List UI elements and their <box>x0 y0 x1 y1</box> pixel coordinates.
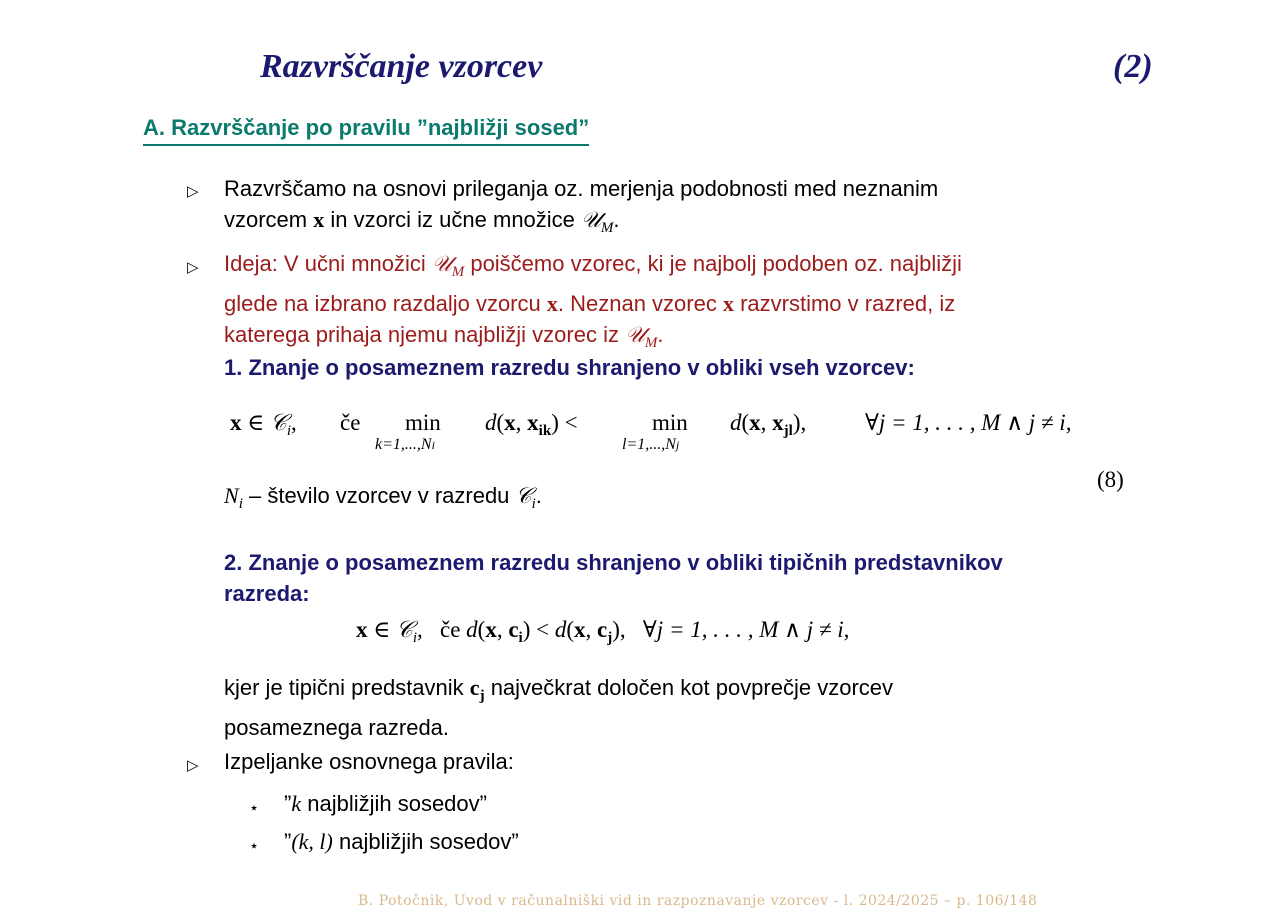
min-limit-2: l=1,...,Nj <box>622 436 680 453</box>
footer: B. Potočnik, Uvod v računalniški vid in razpoznavanje vzorcev - l. 2024/2025 – p. 106/148 <box>358 893 1038 909</box>
min-limit-1: k=1,...,Ni <box>375 436 435 453</box>
subitem-k-neighbors: ”k najbližjih sosedov” <box>284 791 487 816</box>
subitem-kl-neighbors: ”(k, l) najbližjih sosedov” <box>284 829 519 854</box>
bullet2-text <box>224 248 962 359</box>
star-icon: ⋆ <box>249 800 260 817</box>
bullet2-line3: katerega prihaja njemu najbližji vzorec iz 𝒰$_M$. <box>224 322 664 351</box>
case1-heading: 1. Znanje o posameznem razredu shranjeno v obliki vseh vzorcev: <box>224 355 915 380</box>
bullet-triangle-icon: ▷ <box>187 183 199 200</box>
bullet-triangle-icon: ▷ <box>187 757 199 774</box>
equation-2: x ∈ 𝒞$_i$, če d(x, $c_i) < d(x$, $c_j$), ∀j = 1, . . . , M ∧ j ≠ i, <box>356 617 850 646</box>
equation-1: x ∈ 𝒞$_i$, če min k=1,...,Ni d(x, $x_{ik}$) < min l=1,...,Nj d(x, $x_{jl}$), ∀j = 1, . . . , M ∧ j ≠ i, <box>230 410 1072 453</box>
bullet-triangle-icon: ▷ <box>187 259 199 276</box>
bullet3-text: Izpeljanke osnovnega pravila: <box>224 749 514 774</box>
page-number: (2) <box>1113 48 1153 85</box>
bullet1-text <box>224 173 938 244</box>
case2-note: kjer je tipični predstavnik $c_j$ največkrat določen kot povprečje vzorcev posameznega razreda. <box>224 675 894 740</box>
bullet2-line2: glede na izbrano razdaljo vzorcu x. Neznan vzorec x razvrstimo v razred, iz <box>224 291 956 316</box>
bullet1-line2: vzorcem x in vzorci iz učne množice 𝒰$_M$. <box>224 207 620 236</box>
bullet1-line1: Razvrščamo na osnovi prileganja oz. merjenja podobnosti med neznanim <box>224 176 939 201</box>
case2-heading: 2. Znanje o posameznem razredu shranjeno v obliki tipičnih predstavnikov razreda: <box>224 550 1003 606</box>
star-icon: ⋆ <box>249 838 260 855</box>
section-heading: A. Razvrščanje po pravilu ”najbližji sosed” <box>143 115 589 146</box>
bullet2-line1: Ideja: V učni množici 𝒰$_M$ poiščemo vzorec, ki je najbolj podoben oz. najbližji <box>224 251 962 280</box>
page-title: Razvrščanje vzorcev <box>260 48 543 85</box>
case1-note: $N_i$ – število vzorcev v razredu 𝒞$_i$. <box>224 483 542 512</box>
equation-number: (8) <box>1097 467 1124 492</box>
